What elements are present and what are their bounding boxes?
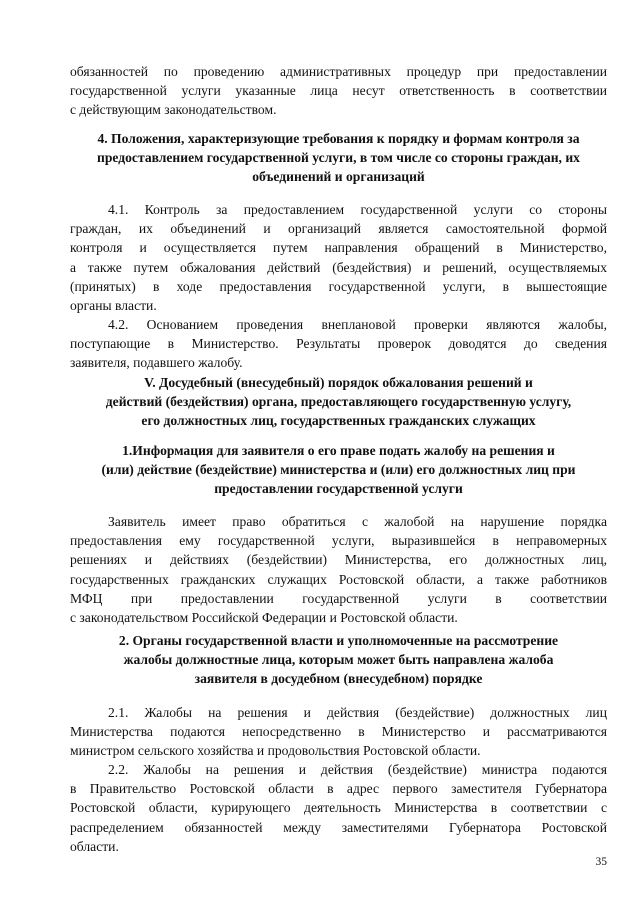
heading-line: V. Досудебный (внесудебный) порядок обжалования решений и bbox=[144, 375, 533, 390]
heading-line: (или) действие (бездействие) министерства и (или) его должностных лиц при bbox=[101, 462, 576, 478]
heading-line: 2. Органы государственной власти и уполномоченные на рассмотрение bbox=[118, 633, 559, 648]
text-line: органы власти. bbox=[70, 298, 157, 314]
section-5-heading bbox=[70, 373, 607, 431]
heading-line: 4. Положения, характеризующие требования к порядку и формам контроля за bbox=[97, 131, 580, 146]
heading-line: его должностных лиц, государственных гражданских служащих bbox=[141, 413, 536, 429]
text-line: области. bbox=[70, 838, 119, 854]
text-line: Министерства подаются непосредственно в Министерство и рассматриваются bbox=[70, 724, 607, 740]
text-line: 4.1. Контроль за предоставлением государственной услуги со стороны bbox=[108, 202, 607, 217]
heading-line: 1.Информация для заявителя о его праве подать жалобу на решения и bbox=[122, 443, 555, 458]
subsection-2-heading bbox=[70, 631, 607, 689]
page-number: 35 bbox=[595, 856, 607, 868]
text-line: граждан, их объединений и организаций является самостоятельной формой bbox=[70, 221, 607, 237]
text-line: 4.2. Основанием проведения внеплановой проверки являются жалобы, bbox=[108, 317, 607, 332]
text-line: министром сельского хозяйства и продовольствия Ростовской области. bbox=[70, 743, 481, 759]
text-line: Ростовской области, курирующего деятельность Министерства в соответствии с bbox=[70, 800, 607, 816]
text-line: с законодательством Российской Федерации и Ростовской области. bbox=[70, 610, 458, 626]
heading-line: действий (бездействия) органа, предоставляющего государственную услугу, bbox=[105, 394, 572, 410]
text-line: предоставления ему государственной услуги, выразившейся в неправомерных bbox=[70, 533, 607, 549]
section-4-heading bbox=[70, 129, 607, 187]
paragraph-2-2 bbox=[70, 760, 607, 856]
heading-line: жалобы должностные лица, которым может быть направлена жалоба bbox=[123, 652, 554, 668]
text-line: Заявитель имеет право обратиться с жалобой на нарушение порядка bbox=[108, 514, 607, 529]
text-line: 2.1. Жалобы на решения и действия (бездействие) должностных лиц bbox=[108, 705, 607, 720]
heading-line: предоставлением государственной услуги, в том числе со стороны граждан, их bbox=[97, 150, 580, 166]
subsection-1-paragraph bbox=[70, 512, 607, 627]
paragraph-4-2 bbox=[70, 315, 607, 373]
text-line: распределением обязанностей между заместителями Губернатора Ростовской bbox=[70, 819, 607, 835]
text-line: МФЦ при предоставлении государственной услуги в соответствии bbox=[70, 590, 607, 606]
subsection-1-heading bbox=[70, 441, 607, 499]
text-line: государственной услуги указанные лица несут ответственность в соответствии bbox=[70, 83, 607, 99]
text-line: 2.2. Жалобы на решения и действия (бездействие) министра подаются bbox=[108, 762, 607, 777]
heading-line: объединений и организаций bbox=[252, 169, 425, 185]
text-line: в Правительство Ростовской области в адрес первого заместителя Губернатора bbox=[70, 781, 607, 797]
text-line: обязанностей по проведению административных процедур при предоставлении bbox=[70, 64, 607, 79]
text-line: с действующим законодательством. bbox=[70, 102, 277, 118]
text-line: поступающие в Министерство. Результаты проверок доводятся до сведения bbox=[70, 336, 607, 352]
paragraph-4-1 bbox=[70, 200, 607, 315]
text-line: государственных гражданских служащих Ростовской области, а также работников bbox=[70, 571, 607, 587]
heading-line: заявителя в досудебном (внесудебном) порядке bbox=[194, 671, 483, 687]
text-line: заявителя, подавшего жалобу. bbox=[70, 355, 243, 371]
text-line: а также путем обжалования действий (бездействия) и решений, осуществляемых bbox=[70, 259, 607, 275]
paragraph-2-1 bbox=[70, 703, 607, 761]
text-line: контроля и осуществляется путем направления обращений в Министерство, bbox=[70, 240, 607, 256]
heading-line: предоставлении государственной услуги bbox=[214, 481, 463, 497]
text-line: (принятых) в ходе предоставления государственной услуги, в вышестоящие bbox=[70, 278, 607, 294]
text-line: решениях и действиях (бездействии) Министерства, его должностных лиц, bbox=[70, 552, 607, 568]
intro-paragraph bbox=[70, 62, 607, 120]
